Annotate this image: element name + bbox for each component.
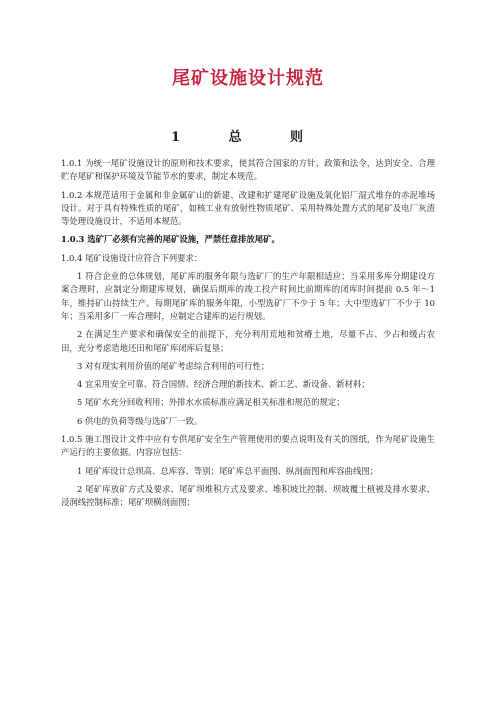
clause-1-0-4-item-5: 5 尾矿水充分回收利用；外排水水质标准应满足相关标准和规范的规定； xyxy=(77,397,345,408)
clause-1-0-2: 1.0.2 本规范适用于金属和非金属矿山的新建、改建和扩建尾矿设施及氧化铝厂湿式堆存的赤泥堆场设计。对于具有特殊性质的尾矿，如核工业有放射性物质尾矿、采用特殊处置方式的尾矿及电厂灰渣等处理设施设计，不适用本规范。 xyxy=(61,189,435,227)
document-title: 尾矿设施设计规范 xyxy=(172,68,324,89)
clause-1-0-4-item-1: 1 符合企业的总体规划，尾矿库的服务年限与选矿厂的生产年限相适应；当采用多库分期建设方案合理时，应制定分期建库规划，确保后期库的竣工投产时间比前期库的闭库时间提前 0.5 年～1 年，维持矿山持续生产。每期尾矿库的服务年限，小型选矿厂不少于 5 年；大中型选矿厂不少于 10 年；当采用多厂一库合理时，应制定合建库的运行规划。 xyxy=(61,271,435,321)
clause-1-0-5-item-2: 2 尾矿库放矿方式及要求、尾矿坝堆积方式及要求、堆积坡比控制、坝坡覆土植被及排水要求、浸润线控制标准；尾矿坝横剖面图； xyxy=(61,483,435,508)
clause-1-0-5: 1.0.5 施工图设计文件中应有专供尾矿安全生产管理使用的要点说明及有关的图纸，作为尾矿设施生产运行的主要依据。内容应包括： xyxy=(61,434,435,458)
clause-1-0-4-item-6: 6 供电的负荷等级与选矿厂一致。 xyxy=(77,415,203,426)
clause-1-0-3: 1.0.3 选矿厂必须有完善的尾矿设施，严禁任意排放尾矿。 xyxy=(61,234,280,245)
clause-1-0-4-item-2: 2 在满足生产要求和确保安全的前提下，充分利用荒地和贫瘠土地，尽量不占、少占和缓占农田，充分考虑造地还田和尾矿库闭库后复垦； xyxy=(61,329,435,353)
clause-1-0-4: 1.0.4 尾矿设施设计应符合下列要求： xyxy=(61,252,203,263)
clause-1-0-4-item-3: 3 对有现实利用价值的尾矿考虑综合利用的可行性； xyxy=(77,360,270,371)
clause-1-0-1: 1.0.1 为统一尾矿设施设计的原则和技术要求，使其符合国家的方针、政策和法令，达到安全、合理贮存尾矿和保护环境及节能节水的要求，制定本规范。 xyxy=(61,158,435,182)
document-body xyxy=(61,157,435,515)
chapter-heading: 1 总 则 xyxy=(170,130,326,145)
clause-1-0-5-item-1: 1 尾矿库设计总坝高、总库容、等别；尾矿库总平面图、纵剖面图和库容曲线图； xyxy=(77,465,379,476)
clause-1-0-4-item-4: 4 宜采用安全可靠、符合国情、经济合理的新技术、新工艺、新设备、新材料； xyxy=(77,379,370,390)
